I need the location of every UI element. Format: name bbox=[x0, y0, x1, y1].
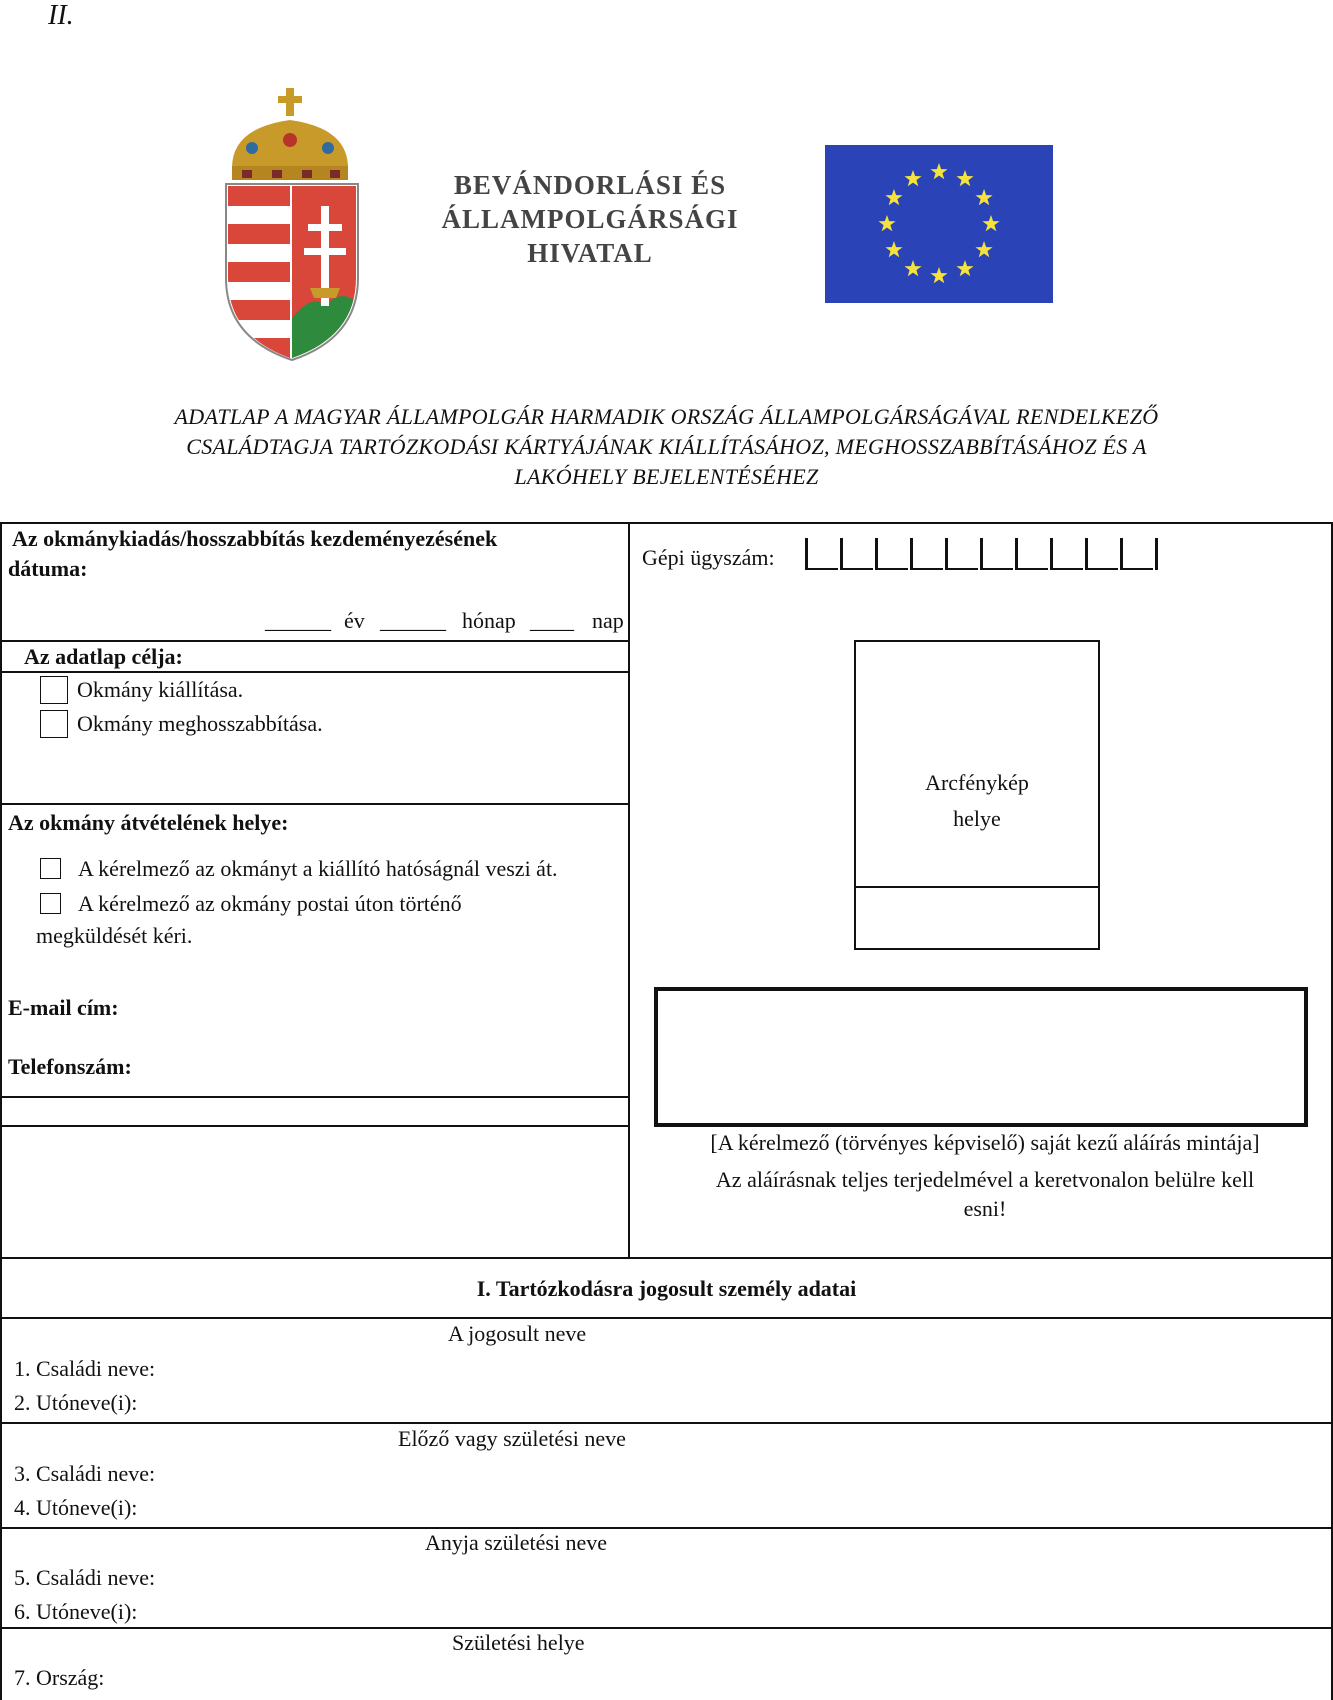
case-digit-box[interactable] bbox=[805, 538, 838, 570]
group-3-header: Anyja születési neve bbox=[425, 1530, 608, 1555]
purpose-issue-label: Okmány kiállítása. bbox=[77, 677, 244, 702]
table-top-border bbox=[0, 522, 1333, 524]
purpose-issue-checkbox[interactable] bbox=[40, 676, 68, 704]
case-digit-end bbox=[1155, 538, 1158, 570]
date-label-line-1: Az okmánykiadás/hosszabbítás kezdeményezésének bbox=[12, 526, 498, 551]
field-6-given-names: 6. Utóneve(i): bbox=[14, 1599, 138, 1624]
signature-box[interactable] bbox=[654, 987, 1308, 1127]
phone-label: Telefonszám: bbox=[8, 1054, 132, 1079]
email-label: E-mail cím: bbox=[8, 995, 119, 1020]
case-digit-box[interactable] bbox=[1050, 538, 1083, 570]
group-4-header: Születési helye bbox=[452, 1630, 585, 1655]
case-number-label: Gépi ügyszám: bbox=[642, 545, 775, 570]
signature-note-line-2: esni! bbox=[963, 1196, 1007, 1221]
group-2-header: Előző vagy születési neve bbox=[398, 1426, 626, 1451]
case-digit-box[interactable] bbox=[1085, 538, 1118, 570]
purpose-left-bar bbox=[0, 671, 2, 769]
form-title-line-2: CSALÁDTAGJA TARTÓZKODÁSI KÁRTYÁJÁNAK KIÁLLÍTÁSÁHOZ, MEGHOSSZABBÍTÁSÁHOZ ÉS A bbox=[186, 434, 1147, 459]
date-month-label: hónap bbox=[462, 608, 516, 633]
date-year-label: év bbox=[344, 608, 365, 633]
row-divider-group-4 bbox=[0, 1627, 1333, 1629]
field-7-country: 7. Ország: bbox=[14, 1665, 105, 1690]
pickup-post-label-line-2: megküldését kéri. bbox=[36, 923, 193, 948]
hungarian-coat-of-arms-icon bbox=[222, 88, 362, 363]
date-day-label: nap bbox=[592, 608, 624, 633]
pickup-authority-checkbox[interactable] bbox=[40, 858, 61, 879]
row-divider-phone bbox=[0, 1096, 629, 1098]
pickup-label: Az okmány átvételének helye: bbox=[8, 810, 289, 835]
pickup-authority-label: A kérelmező az okmányt a kiállító hatóságnál veszi át. bbox=[78, 856, 558, 881]
purpose-extend-label: Okmány meghosszabbítása. bbox=[77, 711, 323, 736]
photo-divider bbox=[854, 886, 1100, 888]
case-digit-box[interactable] bbox=[1120, 538, 1153, 570]
column-divider bbox=[628, 522, 630, 1258]
page-marker: II. bbox=[48, 0, 74, 31]
photo-label-line-2: helye bbox=[953, 806, 1001, 831]
date-label-line-2: dátuma: bbox=[8, 556, 88, 581]
form-title-line-3: LAKÓHELY BEJELENTÉSÉHEZ bbox=[514, 464, 819, 489]
row-divider-section bbox=[0, 1257, 1333, 1259]
case-digit-box[interactable] bbox=[980, 538, 1013, 570]
row-divider-pickup bbox=[0, 803, 629, 805]
row-divider-date bbox=[0, 640, 629, 642]
section-1-title: I. Tartózkodásra jogosult személy adatai bbox=[476, 1276, 857, 1301]
case-digit-box[interactable] bbox=[910, 538, 943, 570]
purpose-extend-checkbox[interactable] bbox=[40, 710, 68, 738]
field-1-family-name: 1. Családi neve: bbox=[14, 1356, 156, 1381]
signature-caption: [A kérelmező (törvényes képviselő) saját kezű aláírás mintája] bbox=[710, 1130, 1260, 1155]
group-1-header: A jogosult neve bbox=[448, 1321, 587, 1346]
agency-line-3: HIVATAL bbox=[527, 238, 653, 268]
signature-note-line-1: Az aláírásnak teljes terjedelmével a keretvonalon belülre kell bbox=[715, 1167, 1255, 1192]
field-5-family-name: 5. Családi neve: bbox=[14, 1565, 156, 1590]
row-divider-purpose bbox=[0, 671, 629, 673]
case-number-boxes[interactable] bbox=[805, 538, 1160, 574]
agency-line-2: ÁLLAMPOLGÁRSÁGI bbox=[441, 204, 739, 234]
date-day-blank[interactable]: ____ bbox=[530, 608, 574, 633]
row-divider-group-1 bbox=[0, 1317, 1333, 1319]
case-digit-box[interactable] bbox=[945, 538, 978, 570]
form-title-line-1: ADATLAP A MAGYAR ÁLLAMPOLGÁR HARMADIK ORSZÁG ÁLLAMPOLGÁRSÁGÁVAL RENDELKEZŐ bbox=[174, 404, 1159, 429]
case-digit-box[interactable] bbox=[875, 538, 908, 570]
case-digit-box[interactable] bbox=[840, 538, 873, 570]
date-month-blank[interactable]: ______ bbox=[380, 608, 446, 633]
field-2-given-names: 2. Utóneve(i): bbox=[14, 1390, 138, 1415]
date-year-blank[interactable]: ______ bbox=[265, 608, 331, 633]
purpose-label: Az adatlap célja: bbox=[24, 644, 183, 669]
form-title bbox=[30, 402, 1303, 492]
row-divider-blank bbox=[0, 1125, 629, 1127]
photo-label-line-1: Arcfénykép bbox=[925, 770, 1029, 795]
pickup-post-checkbox[interactable] bbox=[40, 893, 61, 914]
row-divider-group-3 bbox=[0, 1527, 1333, 1529]
agency-name bbox=[420, 168, 760, 270]
row-divider-group-2 bbox=[0, 1422, 1333, 1424]
field-3-family-name: 3. Családi neve: bbox=[14, 1461, 156, 1486]
eu-flag-icon bbox=[825, 145, 1053, 303]
field-4-given-names: 4. Utóneve(i): bbox=[14, 1495, 138, 1520]
agency-line-1: BEVÁNDORLÁSI ÉS bbox=[453, 170, 727, 200]
pickup-post-label-line-1: A kérelmező az okmány postai úton történő bbox=[78, 891, 462, 916]
case-digit-box[interactable] bbox=[1015, 538, 1048, 570]
